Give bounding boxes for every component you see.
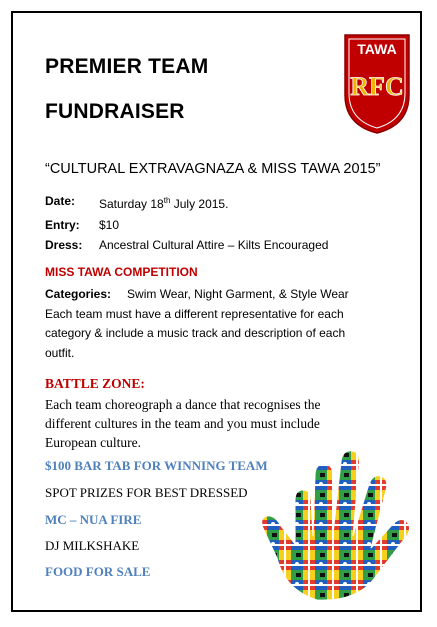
logo-top-text: TAWA xyxy=(357,41,397,57)
poster-title-line2: FUNDRAISER xyxy=(45,100,185,123)
tawa-rfc-logo xyxy=(343,33,411,135)
dress-label: Dress: xyxy=(45,238,83,252)
categories-value: Swim Wear, Night Garment, & Style Wear xyxy=(127,287,349,301)
event-title: “CULTURAL EXTRAVAGNAZA & MISS TAWA 2015” xyxy=(45,161,381,177)
food-info: FOOD FOR SALE xyxy=(45,564,151,579)
miss-tawa-body xyxy=(45,285,375,363)
miss-tawa-heading: MISS TAWA COMPETITION xyxy=(45,265,198,279)
dress-value: Ancestral Cultural Attire – Kilts Encouraged xyxy=(99,238,329,252)
date-label: Date: xyxy=(45,194,76,208)
battle-zone-description: Each team choreograph a dance that recognises the different cultures in the team and you must include European culture. xyxy=(45,397,321,450)
logo-monogram: RFC xyxy=(350,72,404,101)
mc-info: MC – NUA FIRE xyxy=(45,512,142,527)
categories-label: Categories: xyxy=(45,287,112,301)
poster-title-line1: PREMIER TEAM xyxy=(45,55,209,78)
multicultural-flags-hand-icon xyxy=(255,440,420,605)
event-details xyxy=(45,191,328,256)
entry-value: $10 xyxy=(99,217,120,232)
spot-prizes: SPOT PRIZES FOR BEST DRESSED xyxy=(45,485,248,500)
battle-zone-heading: BATTLE ZONE: xyxy=(45,376,145,391)
miss-tawa-description: Each team must have a different representative for each category & include a music track and description of each outfit. xyxy=(45,306,346,360)
date-value: Saturday 18th July 2015. xyxy=(99,196,229,211)
dj-info: DJ MILKSHAKE xyxy=(45,538,140,553)
entry-label: Entry: xyxy=(45,217,80,232)
bar-tab-prize: $100 BAR TAB FOR WINNING TEAM xyxy=(45,458,268,473)
